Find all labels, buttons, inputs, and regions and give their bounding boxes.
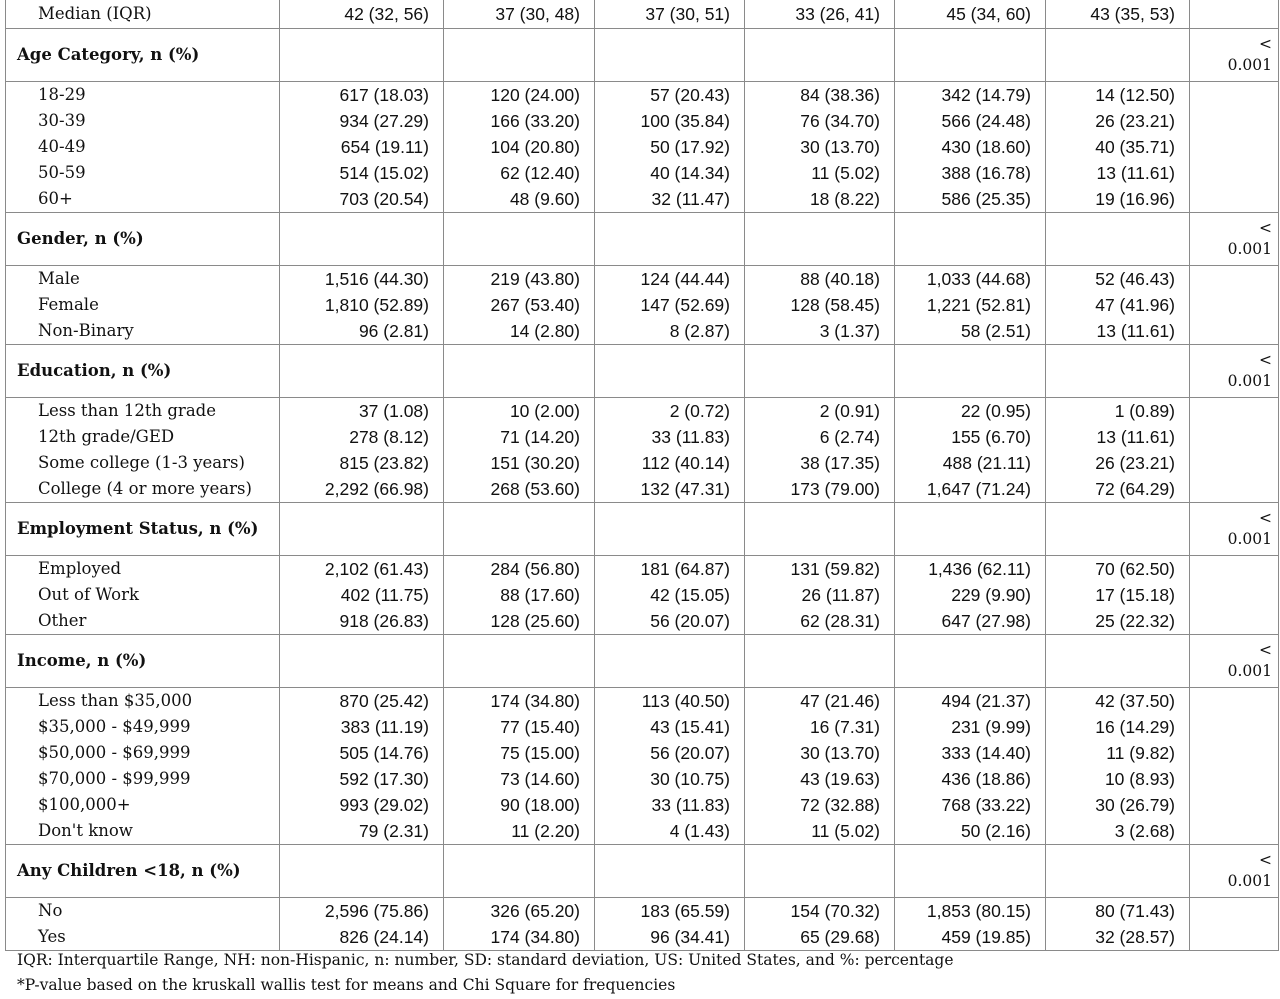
value-cell-col-2: 14 (2.80) bbox=[444, 318, 595, 345]
value-cell-col-3: 4 (1.43) bbox=[595, 818, 745, 845]
value-cell-col-6: 13 (11.61) bbox=[1046, 424, 1190, 450]
value-cell-col-2: 71 (14.20) bbox=[444, 424, 595, 450]
table-row bbox=[6, 818, 1279, 845]
value-cell-col-6: 13 (11.61) bbox=[1046, 318, 1190, 345]
value-cell-col-5: 45 (34, 60) bbox=[895, 0, 1046, 29]
value-cell-col-4: 65 (29.68) bbox=[745, 924, 895, 951]
row-label: Non-Binary bbox=[6, 318, 280, 345]
value-cell-col-3: 30 (10.75) bbox=[595, 766, 745, 792]
p-value-less-than: < bbox=[1259, 509, 1272, 527]
p-value-cell bbox=[1190, 503, 1279, 556]
value-cell-col-3: 37 (30, 51) bbox=[595, 0, 745, 29]
table-row bbox=[6, 160, 1279, 186]
value-cell-col-1: 79 (2.31) bbox=[280, 818, 444, 845]
p-value bbox=[1190, 640, 1278, 682]
value-cell-col-4: 16 (7.31) bbox=[745, 714, 895, 740]
section-empty-cell bbox=[895, 503, 1046, 556]
section-empty-cell bbox=[280, 345, 444, 398]
table-row bbox=[6, 924, 1279, 951]
p-value-cell bbox=[1190, 345, 1279, 398]
section-title: Income, n (%) bbox=[6, 635, 280, 688]
value-cell-col-5: 1,853 (80.15) bbox=[895, 898, 1046, 925]
table-row bbox=[6, 476, 1279, 503]
value-cell-col-3: 132 (47.31) bbox=[595, 476, 745, 503]
value-cell-col-3: 32 (11.47) bbox=[595, 186, 745, 213]
p-value bbox=[1190, 34, 1278, 76]
p-value-cell bbox=[1190, 213, 1279, 266]
value-cell-col-6: 26 (23.21) bbox=[1046, 108, 1190, 134]
value-cell-col-4: 30 (13.70) bbox=[745, 134, 895, 160]
section-empty-cell bbox=[280, 503, 444, 556]
p-value-number: 0.001 bbox=[1227, 662, 1272, 680]
value-cell-col-2: 219 (43.80) bbox=[444, 266, 595, 293]
p-value-cell bbox=[1190, 688, 1279, 715]
p-value-number: 0.001 bbox=[1227, 530, 1272, 548]
section-empty-cell bbox=[895, 345, 1046, 398]
value-cell-col-4: 18 (8.22) bbox=[745, 186, 895, 213]
section-empty-cell bbox=[444, 29, 595, 82]
value-cell-col-6: 80 (71.43) bbox=[1046, 898, 1190, 925]
value-cell-col-2: 75 (15.00) bbox=[444, 740, 595, 766]
section-empty-cell bbox=[444, 213, 595, 266]
table-row bbox=[6, 186, 1279, 213]
p-value-cell bbox=[1190, 266, 1279, 293]
table-row bbox=[6, 556, 1279, 583]
section-empty-cell bbox=[1046, 845, 1190, 898]
section-header-row bbox=[6, 345, 1279, 398]
value-cell-col-4: 43 (19.63) bbox=[745, 766, 895, 792]
value-cell-col-2: 174 (34.80) bbox=[444, 924, 595, 951]
value-cell-col-6: 30 (26.79) bbox=[1046, 792, 1190, 818]
value-cell-col-1: 514 (15.02) bbox=[280, 160, 444, 186]
section-empty-cell bbox=[1046, 213, 1190, 266]
p-value-cell bbox=[1190, 792, 1279, 818]
value-cell-col-6: 32 (28.57) bbox=[1046, 924, 1190, 951]
value-cell-col-6: 14 (12.50) bbox=[1046, 82, 1190, 109]
table-row bbox=[6, 714, 1279, 740]
table-row bbox=[6, 766, 1279, 792]
demographics-table bbox=[5, 0, 1279, 951]
value-cell-col-1: 592 (17.30) bbox=[280, 766, 444, 792]
section-empty-cell bbox=[595, 635, 745, 688]
row-label: Less than 12th grade bbox=[6, 398, 280, 425]
row-label: Other bbox=[6, 608, 280, 635]
value-cell-col-1: 37 (1.08) bbox=[280, 398, 444, 425]
section-empty-cell bbox=[1046, 635, 1190, 688]
value-cell-col-3: 33 (11.83) bbox=[595, 424, 745, 450]
value-cell-col-5: 494 (21.37) bbox=[895, 688, 1046, 715]
section-empty-cell bbox=[595, 503, 745, 556]
row-label: Employed bbox=[6, 556, 280, 583]
p-value-cell bbox=[1190, 608, 1279, 635]
value-cell-col-3: 43 (15.41) bbox=[595, 714, 745, 740]
p-value bbox=[1190, 508, 1278, 550]
p-value bbox=[1190, 350, 1278, 392]
value-cell-col-2: 151 (30.20) bbox=[444, 450, 595, 476]
section-title: Any Children <18, n (%) bbox=[6, 845, 280, 898]
row-label: 12th grade/GED bbox=[6, 424, 280, 450]
value-cell-col-4: 38 (17.35) bbox=[745, 450, 895, 476]
section-empty-cell bbox=[895, 213, 1046, 266]
value-cell-col-2: 62 (12.40) bbox=[444, 160, 595, 186]
value-cell-col-3: 8 (2.87) bbox=[595, 318, 745, 345]
table-row bbox=[6, 424, 1279, 450]
footnote-pvalue: *P-value based on the kruskall wallis test for means and Chi Square for frequencies bbox=[17, 976, 676, 994]
value-cell-col-1: 1,810 (52.89) bbox=[280, 292, 444, 318]
value-cell-col-4: 128 (58.45) bbox=[745, 292, 895, 318]
p-value-cell bbox=[1190, 108, 1279, 134]
section-header-row bbox=[6, 635, 1279, 688]
table-row bbox=[6, 792, 1279, 818]
table-row bbox=[6, 898, 1279, 925]
value-cell-col-1: 703 (20.54) bbox=[280, 186, 444, 213]
value-cell-col-2: 37 (30, 48) bbox=[444, 0, 595, 29]
value-cell-col-3: 33 (11.83) bbox=[595, 792, 745, 818]
row-label: Yes bbox=[6, 924, 280, 951]
section-empty-cell bbox=[595, 345, 745, 398]
value-cell-col-4: 154 (70.32) bbox=[745, 898, 895, 925]
row-label: $35,000 - $49,999 bbox=[6, 714, 280, 740]
section-empty-cell bbox=[595, 845, 745, 898]
value-cell-col-4: 76 (34.70) bbox=[745, 108, 895, 134]
value-cell-col-3: 57 (20.43) bbox=[595, 82, 745, 109]
value-cell-col-6: 40 (35.71) bbox=[1046, 134, 1190, 160]
value-cell-col-5: 647 (27.98) bbox=[895, 608, 1046, 635]
section-header-row bbox=[6, 213, 1279, 266]
row-label: $70,000 - $99,999 bbox=[6, 766, 280, 792]
value-cell-col-2: 128 (25.60) bbox=[444, 608, 595, 635]
value-cell-col-5: 342 (14.79) bbox=[895, 82, 1046, 109]
value-cell-col-1: 815 (23.82) bbox=[280, 450, 444, 476]
p-value-less-than: < bbox=[1259, 851, 1272, 869]
section-empty-cell bbox=[745, 845, 895, 898]
p-value-cell bbox=[1190, 292, 1279, 318]
section-empty-cell bbox=[444, 845, 595, 898]
value-cell-col-3: 56 (20.07) bbox=[595, 740, 745, 766]
section-header-row bbox=[6, 845, 1279, 898]
p-value-cell bbox=[1190, 714, 1279, 740]
value-cell-col-2: 48 (9.60) bbox=[444, 186, 595, 213]
value-cell-col-5: 22 (0.95) bbox=[895, 398, 1046, 425]
section-empty-cell bbox=[895, 29, 1046, 82]
value-cell-col-6: 42 (37.50) bbox=[1046, 688, 1190, 715]
value-cell-col-2: 120 (24.00) bbox=[444, 82, 595, 109]
table-row bbox=[6, 108, 1279, 134]
value-cell-col-1: 383 (11.19) bbox=[280, 714, 444, 740]
section-empty-cell bbox=[595, 29, 745, 82]
value-cell-col-4: 173 (79.00) bbox=[745, 476, 895, 503]
p-value-number: 0.001 bbox=[1227, 872, 1272, 890]
value-cell-col-6: 70 (62.50) bbox=[1046, 556, 1190, 583]
section-title: Age Category, n (%) bbox=[6, 29, 280, 82]
value-cell-col-4: 2 (0.91) bbox=[745, 398, 895, 425]
p-value-cell bbox=[1190, 450, 1279, 476]
value-cell-col-6: 19 (16.96) bbox=[1046, 186, 1190, 213]
value-cell-col-4: 26 (11.87) bbox=[745, 582, 895, 608]
value-cell-col-2: 90 (18.00) bbox=[444, 792, 595, 818]
p-value-cell bbox=[1190, 845, 1279, 898]
p-value-number: 0.001 bbox=[1227, 372, 1272, 390]
value-cell-col-3: 100 (35.84) bbox=[595, 108, 745, 134]
section-empty-cell bbox=[595, 213, 745, 266]
section-empty-cell bbox=[745, 503, 895, 556]
value-cell-col-5: 229 (9.90) bbox=[895, 582, 1046, 608]
p-value-cell bbox=[1190, 740, 1279, 766]
value-cell-col-5: 436 (18.86) bbox=[895, 766, 1046, 792]
value-cell-col-5: 1,647 (71.24) bbox=[895, 476, 1046, 503]
value-cell-col-6: 26 (23.21) bbox=[1046, 450, 1190, 476]
p-value-cell bbox=[1190, 0, 1279, 29]
value-cell-col-5: 586 (25.35) bbox=[895, 186, 1046, 213]
p-value-number: 0.001 bbox=[1227, 56, 1272, 74]
table-row bbox=[6, 582, 1279, 608]
p-value-less-than: < bbox=[1259, 35, 1272, 53]
section-empty-cell bbox=[745, 635, 895, 688]
value-cell-col-3: 42 (15.05) bbox=[595, 582, 745, 608]
row-label: Less than $35,000 bbox=[6, 688, 280, 715]
row-label: $100,000+ bbox=[6, 792, 280, 818]
value-cell-col-6: 11 (9.82) bbox=[1046, 740, 1190, 766]
p-value-cell bbox=[1190, 556, 1279, 583]
value-cell-col-4: 131 (59.82) bbox=[745, 556, 895, 583]
value-cell-col-5: 566 (24.48) bbox=[895, 108, 1046, 134]
value-cell-col-1: 654 (19.11) bbox=[280, 134, 444, 160]
value-cell-col-4: 84 (38.36) bbox=[745, 82, 895, 109]
value-cell-col-6: 25 (22.32) bbox=[1046, 608, 1190, 635]
table-row-median-iqr bbox=[6, 0, 1279, 29]
value-cell-col-2: 73 (14.60) bbox=[444, 766, 595, 792]
p-value-cell bbox=[1190, 635, 1279, 688]
value-cell-col-1: 2,102 (61.43) bbox=[280, 556, 444, 583]
value-cell-col-2: 10 (2.00) bbox=[444, 398, 595, 425]
value-cell-col-2: 326 (65.20) bbox=[444, 898, 595, 925]
value-cell-col-1: 96 (2.81) bbox=[280, 318, 444, 345]
p-value bbox=[1190, 850, 1278, 892]
value-cell-col-2: 77 (15.40) bbox=[444, 714, 595, 740]
value-cell-col-6: 17 (15.18) bbox=[1046, 582, 1190, 608]
row-label: Median (IQR) bbox=[6, 0, 280, 29]
value-cell-col-5: 1,221 (52.81) bbox=[895, 292, 1046, 318]
value-cell-col-5: 333 (14.40) bbox=[895, 740, 1046, 766]
value-cell-col-5: 231 (9.99) bbox=[895, 714, 1046, 740]
p-value-cell bbox=[1190, 29, 1279, 82]
value-cell-col-1: 1,516 (44.30) bbox=[280, 266, 444, 293]
row-label: No bbox=[6, 898, 280, 925]
value-cell-col-3: 50 (17.92) bbox=[595, 134, 745, 160]
row-label: 50-59 bbox=[6, 160, 280, 186]
value-cell-col-5: 58 (2.51) bbox=[895, 318, 1046, 345]
value-cell-col-3: 56 (20.07) bbox=[595, 608, 745, 635]
table-row bbox=[6, 688, 1279, 715]
row-label: $50,000 - $69,999 bbox=[6, 740, 280, 766]
value-cell-col-1: 2,596 (75.86) bbox=[280, 898, 444, 925]
value-cell-col-5: 430 (18.60) bbox=[895, 134, 1046, 160]
section-empty-cell bbox=[1046, 345, 1190, 398]
value-cell-col-5: 1,436 (62.11) bbox=[895, 556, 1046, 583]
value-cell-col-3: 113 (40.50) bbox=[595, 688, 745, 715]
value-cell-col-6: 13 (11.61) bbox=[1046, 160, 1190, 186]
p-value bbox=[1190, 218, 1278, 260]
value-cell-col-5: 768 (33.22) bbox=[895, 792, 1046, 818]
p-value-cell bbox=[1190, 582, 1279, 608]
p-value-cell bbox=[1190, 898, 1279, 925]
table-row bbox=[6, 318, 1279, 345]
table-row bbox=[6, 740, 1279, 766]
value-cell-col-6: 3 (2.68) bbox=[1046, 818, 1190, 845]
value-cell-col-5: 50 (2.16) bbox=[895, 818, 1046, 845]
section-empty-cell bbox=[745, 345, 895, 398]
table-row bbox=[6, 134, 1279, 160]
value-cell-col-2: 88 (17.60) bbox=[444, 582, 595, 608]
p-value-less-than: < bbox=[1259, 641, 1272, 659]
p-value-number: 0.001 bbox=[1227, 240, 1272, 258]
p-value-cell bbox=[1190, 82, 1279, 109]
row-label: 18-29 bbox=[6, 82, 280, 109]
section-empty-cell bbox=[280, 29, 444, 82]
value-cell-col-5: 488 (21.11) bbox=[895, 450, 1046, 476]
value-cell-col-3: 40 (14.34) bbox=[595, 160, 745, 186]
table-row bbox=[6, 266, 1279, 293]
value-cell-col-6: 52 (46.43) bbox=[1046, 266, 1190, 293]
p-value-less-than: < bbox=[1259, 219, 1272, 237]
value-cell-col-6: 16 (14.29) bbox=[1046, 714, 1190, 740]
value-cell-col-5: 1,033 (44.68) bbox=[895, 266, 1046, 293]
section-empty-cell bbox=[444, 503, 595, 556]
section-empty-cell bbox=[895, 845, 1046, 898]
value-cell-col-6: 43 (35, 53) bbox=[1046, 0, 1190, 29]
value-cell-col-1: 826 (24.14) bbox=[280, 924, 444, 951]
value-cell-col-3: 183 (65.59) bbox=[595, 898, 745, 925]
section-empty-cell bbox=[280, 213, 444, 266]
row-label: College (4 or more years) bbox=[6, 476, 280, 503]
section-empty-cell bbox=[280, 845, 444, 898]
value-cell-col-2: 284 (56.80) bbox=[444, 556, 595, 583]
value-cell-col-2: 174 (34.80) bbox=[444, 688, 595, 715]
section-title: Employment Status, n (%) bbox=[6, 503, 280, 556]
value-cell-col-3: 2 (0.72) bbox=[595, 398, 745, 425]
table-row bbox=[6, 82, 1279, 109]
row-label: Some college (1-3 years) bbox=[6, 450, 280, 476]
section-title: Gender, n (%) bbox=[6, 213, 280, 266]
value-cell-col-3: 147 (52.69) bbox=[595, 292, 745, 318]
p-value-cell bbox=[1190, 318, 1279, 345]
value-cell-col-6: 47 (41.96) bbox=[1046, 292, 1190, 318]
value-cell-col-2: 268 (53.60) bbox=[444, 476, 595, 503]
value-cell-col-4: 33 (26, 41) bbox=[745, 0, 895, 29]
value-cell-col-1: 617 (18.03) bbox=[280, 82, 444, 109]
value-cell-col-4: 30 (13.70) bbox=[745, 740, 895, 766]
p-value-cell bbox=[1190, 398, 1279, 425]
section-empty-cell bbox=[1046, 29, 1190, 82]
value-cell-col-1: 42 (32, 56) bbox=[280, 0, 444, 29]
value-cell-col-1: 934 (27.29) bbox=[280, 108, 444, 134]
value-cell-col-1: 278 (8.12) bbox=[280, 424, 444, 450]
value-cell-col-5: 459 (19.85) bbox=[895, 924, 1046, 951]
row-label: Female bbox=[6, 292, 280, 318]
value-cell-col-3: 96 (34.41) bbox=[595, 924, 745, 951]
p-value-cell bbox=[1190, 160, 1279, 186]
section-empty-cell bbox=[280, 635, 444, 688]
value-cell-col-4: 11 (5.02) bbox=[745, 818, 895, 845]
value-cell-col-3: 112 (40.14) bbox=[595, 450, 745, 476]
p-value-cell bbox=[1190, 766, 1279, 792]
value-cell-col-2: 104 (20.80) bbox=[444, 134, 595, 160]
section-empty-cell bbox=[444, 345, 595, 398]
value-cell-col-1: 993 (29.02) bbox=[280, 792, 444, 818]
section-empty-cell bbox=[895, 635, 1046, 688]
section-empty-cell bbox=[745, 29, 895, 82]
value-cell-col-4: 72 (32.88) bbox=[745, 792, 895, 818]
section-title: Education, n (%) bbox=[6, 345, 280, 398]
table-row bbox=[6, 608, 1279, 635]
value-cell-col-1: 870 (25.42) bbox=[280, 688, 444, 715]
value-cell-col-4: 62 (28.31) bbox=[745, 608, 895, 635]
value-cell-col-4: 3 (1.37) bbox=[745, 318, 895, 345]
p-value-cell bbox=[1190, 818, 1279, 845]
p-value-cell bbox=[1190, 424, 1279, 450]
value-cell-col-2: 11 (2.20) bbox=[444, 818, 595, 845]
row-label: 60+ bbox=[6, 186, 280, 213]
value-cell-col-3: 181 (64.87) bbox=[595, 556, 745, 583]
section-empty-cell bbox=[1046, 503, 1190, 556]
p-value-cell bbox=[1190, 134, 1279, 160]
row-label: Male bbox=[6, 266, 280, 293]
section-header-row bbox=[6, 503, 1279, 556]
p-value-cell bbox=[1190, 186, 1279, 213]
value-cell-col-4: 6 (2.74) bbox=[745, 424, 895, 450]
value-cell-col-5: 155 (6.70) bbox=[895, 424, 1046, 450]
footnote-abbreviations: IQR: Interquartile Range, NH: non-Hispanic, n: number, SD: standard deviation, US: United States, and %: percentage bbox=[17, 951, 954, 969]
value-cell-col-1: 402 (11.75) bbox=[280, 582, 444, 608]
value-cell-col-5: 388 (16.78) bbox=[895, 160, 1046, 186]
value-cell-col-2: 267 (53.40) bbox=[444, 292, 595, 318]
section-empty-cell bbox=[444, 635, 595, 688]
value-cell-col-1: 505 (14.76) bbox=[280, 740, 444, 766]
value-cell-col-1: 2,292 (66.98) bbox=[280, 476, 444, 503]
row-label: Out of Work bbox=[6, 582, 280, 608]
row-label: 40-49 bbox=[6, 134, 280, 160]
p-value-cell bbox=[1190, 476, 1279, 503]
value-cell-col-6: 72 (64.29) bbox=[1046, 476, 1190, 503]
section-header-row bbox=[6, 29, 1279, 82]
table-row bbox=[6, 398, 1279, 425]
row-label: Don't know bbox=[6, 818, 280, 845]
value-cell-col-1: 918 (26.83) bbox=[280, 608, 444, 635]
row-label: 30-39 bbox=[6, 108, 280, 134]
table-row bbox=[6, 450, 1279, 476]
value-cell-col-6: 1 (0.89) bbox=[1046, 398, 1190, 425]
value-cell-col-3: 124 (44.44) bbox=[595, 266, 745, 293]
value-cell-col-2: 166 (33.20) bbox=[444, 108, 595, 134]
p-value-less-than: < bbox=[1259, 351, 1272, 369]
value-cell-col-6: 10 (8.93) bbox=[1046, 766, 1190, 792]
table-row bbox=[6, 292, 1279, 318]
value-cell-col-4: 11 (5.02) bbox=[745, 160, 895, 186]
value-cell-col-4: 88 (40.18) bbox=[745, 266, 895, 293]
section-empty-cell bbox=[745, 213, 895, 266]
p-value-cell bbox=[1190, 924, 1279, 951]
value-cell-col-4: 47 (21.46) bbox=[745, 688, 895, 715]
